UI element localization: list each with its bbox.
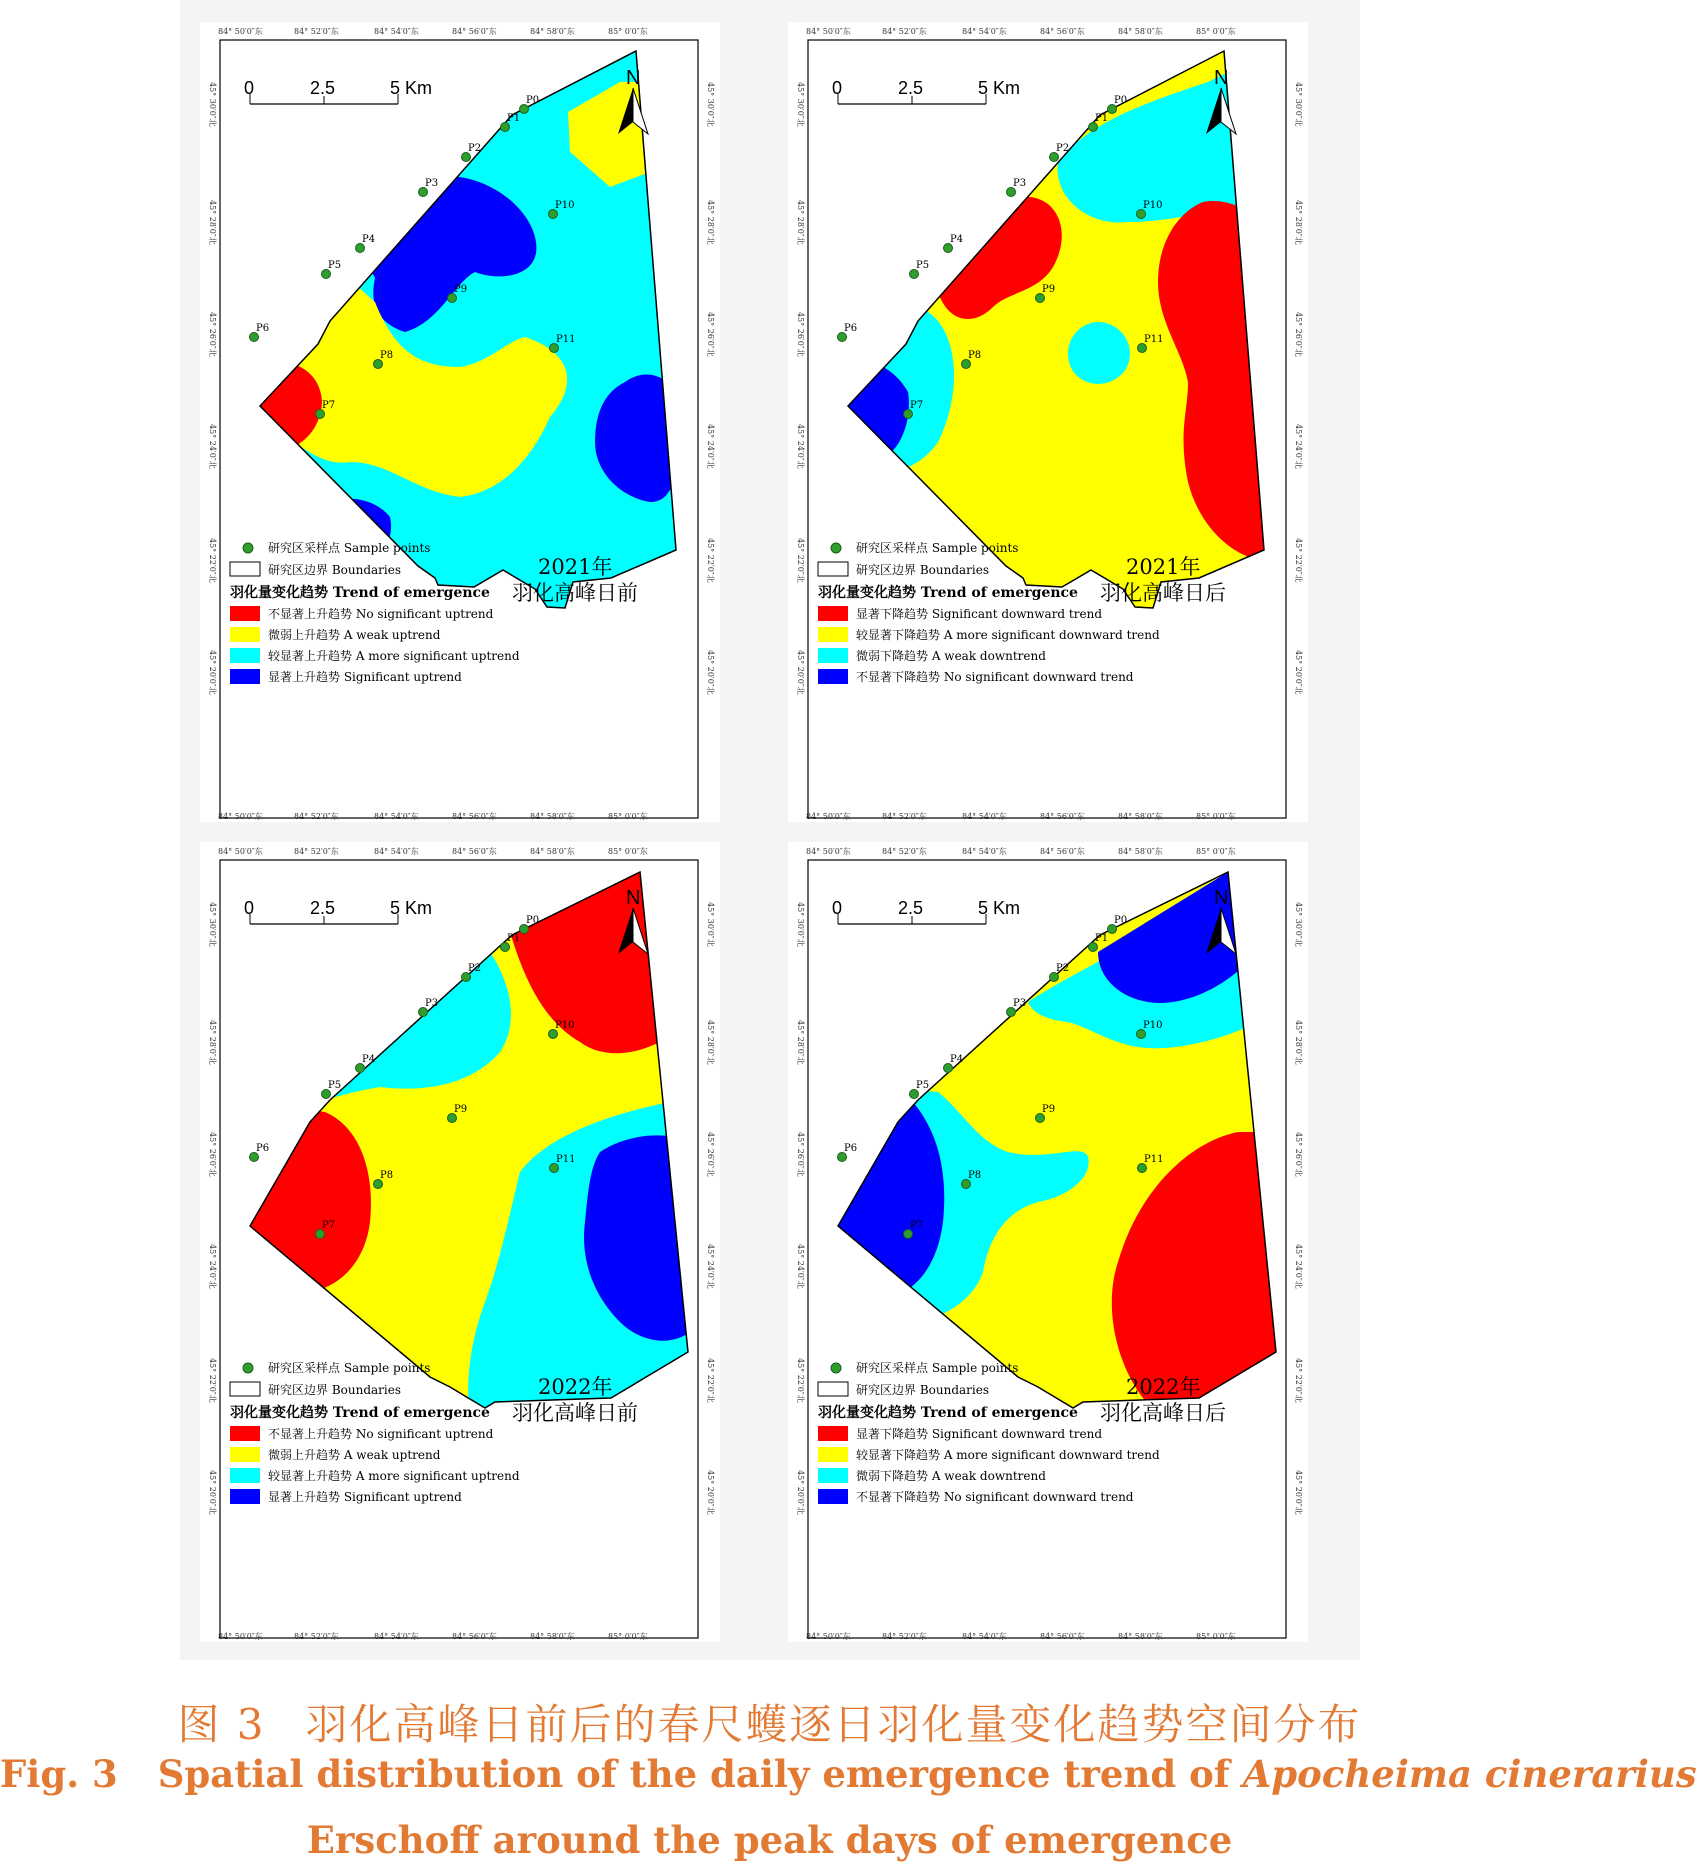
sample-point-label: P10 — [555, 200, 575, 211]
lon-tick-label: 84° 56′0″东 — [1040, 812, 1085, 821]
lat-tick-label: 45° 20′0″北 — [796, 650, 805, 695]
lon-tick-label: 84° 56′0″东 — [1040, 27, 1085, 36]
lat-tick-label: 45° 24′0″北 — [1294, 1244, 1303, 1289]
lon-tick-label: 84° 50′0″东 — [806, 812, 851, 821]
sample-point-label: P6 — [844, 1143, 858, 1154]
sample-point-label: P7 — [910, 1220, 924, 1231]
legend-boundary-label: 研究区边界 Boundaries — [856, 1383, 989, 1397]
sample-point-label: P2 — [468, 143, 482, 154]
legend-item-label: 微弱上升趋势 A weak uptrend — [268, 628, 441, 642]
sample-point-label: P7 — [322, 400, 336, 411]
lat-tick-label: 45° 24′0″北 — [208, 1244, 217, 1289]
sample-point-label: P0 — [1114, 95, 1128, 106]
lon-tick-label: 84° 58′0″东 — [530, 27, 575, 36]
sample-point-label: P8 — [380, 350, 394, 361]
lon-tick-label: 84° 54′0″东 — [374, 812, 419, 821]
lon-tick-label: 84° 56′0″东 — [452, 27, 497, 36]
sample-point-label: P8 — [380, 1170, 394, 1181]
legend-point-symbol — [243, 543, 253, 553]
panel-period: 羽化高峰日前 — [512, 581, 638, 605]
lat-tick-label: 45° 30′0″北 — [208, 902, 217, 947]
scale-label-mid: 2.5 — [898, 898, 924, 918]
lon-tick-label: 85° 0′0″东 — [1196, 1632, 1236, 1641]
lon-tick-label: 84° 54′0″东 — [962, 847, 1007, 856]
sample-point-label: P3 — [1013, 998, 1027, 1009]
lon-tick-label: 84° 54′0″东 — [962, 27, 1007, 36]
sample-point-label: P10 — [1143, 200, 1163, 211]
lat-tick-label: 45° 20′0″北 — [706, 1470, 715, 1515]
lon-tick-label: 85° 0′0″东 — [608, 812, 648, 821]
legend-item-label: 显著下降趋势 Significant downward trend — [856, 607, 1103, 621]
lon-tick-label: 84° 54′0″东 — [374, 1632, 419, 1641]
lon-tick-label: 84° 56′0″东 — [452, 812, 497, 821]
lat-tick-label: 45° 30′0″北 — [796, 82, 805, 127]
lat-tick-label: 45° 22′0″北 — [208, 1358, 217, 1403]
lon-tick-label: 85° 0′0″东 — [608, 27, 648, 36]
legend-swatch — [230, 1426, 260, 1441]
lon-tick-label: 84° 52′0″东 — [882, 1632, 927, 1641]
legend-swatch — [818, 1447, 848, 1462]
lat-tick-label: 45° 26′0″北 — [1294, 1132, 1303, 1177]
figure-caption-en-line1 — [0, 1752, 1697, 1796]
legend-boundary-symbol — [230, 562, 260, 576]
scale-label-mid: 2.5 — [898, 78, 924, 98]
lon-tick-label: 85° 0′0″东 — [608, 847, 648, 856]
lon-tick-label: 84° 58′0″东 — [1118, 1632, 1163, 1641]
panel-year: 2021年 — [538, 555, 613, 579]
lon-tick-label: 84° 56′0″东 — [452, 847, 497, 856]
lon-tick-label: 84° 58′0″东 — [530, 812, 575, 821]
sample-point-label: P5 — [328, 260, 342, 271]
legend-swatch — [230, 648, 260, 663]
sample-point-label: P2 — [468, 963, 482, 974]
map-panel-2021-before — [200, 22, 720, 822]
legend-points-label: 研究区采样点 Sample points — [268, 541, 431, 555]
lat-tick-label: 45° 28′0″北 — [706, 1020, 715, 1065]
north-label: N — [626, 887, 641, 909]
lon-tick-label: 84° 50′0″东 — [806, 847, 851, 856]
legend-item-label: 较显著上升趋势 A more significant uptrend — [268, 1469, 520, 1483]
sample-point-label: P10 — [1143, 1020, 1163, 1031]
panel-year: 2022年 — [538, 1375, 613, 1399]
legend-item-label: 较显著上升趋势 A more significant uptrend — [268, 649, 520, 663]
lon-tick-label: 84° 58′0″东 — [530, 847, 575, 856]
legend-swatch — [818, 648, 848, 663]
sample-point-label: P11 — [556, 334, 576, 345]
legend-item-label: 较显著下降趋势 A more significant downward trend — [856, 1448, 1160, 1462]
legend-item-label: 微弱下降趋势 A weak downtrend — [856, 649, 1046, 663]
figure-number-en: Fig. 3 — [0, 1752, 118, 1796]
legend-title: 羽化量变化趋势 Trend of emergence — [230, 1405, 490, 1421]
sample-point-label: P1 — [507, 113, 521, 124]
lat-tick-label: 45° 22′0″北 — [706, 1358, 715, 1403]
legend-item-label: 显著上升趋势 Significant uptrend — [268, 1490, 462, 1504]
legend-boundary-symbol — [230, 1382, 260, 1396]
sample-point-label: P11 — [556, 1154, 576, 1165]
lat-tick-label: 45° 22′0″北 — [706, 538, 715, 583]
legend-swatch — [230, 627, 260, 642]
lon-tick-label: 84° 58′0″东 — [1118, 812, 1163, 821]
lat-tick-label: 45° 22′0″北 — [1294, 1358, 1303, 1403]
caption-text-en: Spatial distribution of the daily emergence trend of — [157, 1752, 1230, 1796]
lon-tick-label: 84° 52′0″东 — [294, 812, 339, 821]
legend-swatch — [818, 669, 848, 684]
sample-point-label: P4 — [950, 234, 964, 245]
north-label: N — [1214, 887, 1229, 909]
sample-point-label: P0 — [1114, 915, 1128, 926]
legend-point-symbol — [243, 1363, 253, 1373]
sample-point-label: P1 — [1095, 933, 1109, 944]
map-svg — [200, 842, 720, 1642]
lat-tick-label: 45° 24′0″北 — [1294, 424, 1303, 469]
lat-tick-label: 45° 28′0″北 — [1294, 1020, 1303, 1065]
lat-tick-label: 45° 28′0″北 — [208, 200, 217, 245]
scale-label-end: 5 Km — [390, 78, 433, 98]
legend-swatch — [818, 1426, 848, 1441]
lon-tick-label: 84° 50′0″东 — [806, 27, 851, 36]
legend-swatch — [230, 606, 260, 621]
legend-boundary-label: 研究区边界 Boundaries — [268, 1383, 401, 1397]
lat-tick-label: 45° 26′0″北 — [208, 1132, 217, 1177]
panel-year: 2021年 — [1126, 555, 1201, 579]
sample-point-label: P4 — [362, 1054, 376, 1065]
lat-tick-label: 45° 24′0″北 — [706, 1244, 715, 1289]
scale-label-end: 5 Km — [390, 898, 433, 918]
sample-point-label: P9 — [454, 284, 468, 295]
lat-tick-label: 45° 20′0″北 — [1294, 650, 1303, 695]
map-panel-2022-before — [200, 842, 720, 1642]
lon-tick-label: 84° 52′0″东 — [294, 847, 339, 856]
lat-tick-label: 45° 24′0″北 — [706, 424, 715, 469]
lon-tick-label: 84° 50′0″东 — [218, 27, 263, 36]
lat-tick-label: 45° 20′0″北 — [208, 1470, 217, 1515]
legend-swatch — [230, 1468, 260, 1483]
sample-point-label: P10 — [555, 1020, 575, 1031]
lat-tick-label: 45° 28′0″北 — [706, 200, 715, 245]
scale-label-end: 5 Km — [978, 898, 1021, 918]
legend-item-label: 不显著下降趋势 No significant downward trend — [856, 670, 1134, 684]
legend-swatch — [818, 627, 848, 642]
sample-point-label: P9 — [1042, 284, 1056, 295]
lat-tick-label: 45° 30′0″北 — [796, 902, 805, 947]
scale-label-0: 0 — [244, 898, 255, 918]
lon-tick-label: 84° 52′0″东 — [294, 1632, 339, 1641]
scale-label-0: 0 — [832, 78, 843, 98]
legend-boundary-symbol — [818, 1382, 848, 1396]
panel-year: 2022年 — [1126, 1375, 1201, 1399]
figure-number-cn: 图 3 — [177, 1700, 266, 1749]
sample-point-label: P5 — [328, 1080, 342, 1091]
lon-tick-label: 84° 58′0″东 — [530, 1632, 575, 1641]
lon-tick-label: 84° 50′0″东 — [806, 1632, 851, 1641]
legend-swatch — [230, 669, 260, 684]
sample-point-label: P4 — [950, 1054, 964, 1065]
sample-point-label: P6 — [256, 323, 270, 334]
legend-boundary-label: 研究区边界 Boundaries — [856, 563, 989, 577]
lon-tick-label: 85° 0′0″东 — [1196, 847, 1236, 856]
sample-point-label: P7 — [322, 1220, 336, 1231]
lat-tick-label: 45° 22′0″北 — [796, 1358, 805, 1403]
north-label: N — [1214, 67, 1229, 89]
north-label: N — [626, 67, 641, 89]
lat-tick-label: 45° 20′0″北 — [208, 650, 217, 695]
lat-tick-label: 45° 24′0″北 — [796, 424, 805, 469]
lon-tick-label: 84° 50′0″东 — [218, 1632, 263, 1641]
map-svg — [788, 22, 1308, 822]
sample-point-label: P2 — [1056, 963, 1070, 974]
legend-points-label: 研究区采样点 Sample points — [268, 1361, 431, 1375]
sample-point-label: P9 — [1042, 1104, 1056, 1115]
lat-tick-label: 45° 20′0″北 — [706, 650, 715, 695]
panel-period: 羽化高峰日后 — [1100, 1401, 1226, 1425]
panel-period: 羽化高峰日后 — [1100, 581, 1226, 605]
sample-point-label: P5 — [916, 1080, 930, 1091]
lon-tick-label: 84° 50′0″东 — [218, 847, 263, 856]
panel-period: 羽化高峰日前 — [512, 1401, 638, 1425]
sample-point-label: P7 — [910, 400, 924, 411]
sample-point-label: P0 — [526, 95, 540, 106]
legend-item-label: 不显著上升趋势 No significant uptrend — [268, 607, 494, 621]
legend-boundary-symbol — [818, 562, 848, 576]
lat-tick-label: 45° 28′0″北 — [208, 1020, 217, 1065]
sample-point-label: P3 — [1013, 178, 1027, 189]
sample-point-label: P0 — [526, 915, 540, 926]
legend-item-label: 不显著下降趋势 No significant downward trend — [856, 1490, 1134, 1504]
legend-points-label: 研究区采样点 Sample points — [856, 1361, 1019, 1375]
lat-tick-label: 45° 22′0″北 — [796, 538, 805, 583]
legend-swatch — [230, 1447, 260, 1462]
lon-tick-label: 85° 0′0″东 — [1196, 27, 1236, 36]
lat-tick-label: 45° 26′0″北 — [796, 1132, 805, 1177]
lon-tick-label: 84° 56′0″东 — [452, 1632, 497, 1641]
map-svg — [788, 842, 1308, 1642]
lat-tick-label: 45° 30′0″北 — [208, 82, 217, 127]
legend-item-label: 显著上升趋势 Significant uptrend — [268, 670, 462, 684]
lat-tick-label: 45° 26′0″北 — [706, 312, 715, 357]
legend-title: 羽化量变化趋势 Trend of emergence — [818, 585, 1078, 601]
legend-item-label: 微弱下降趋势 A weak downtrend — [856, 1469, 1046, 1483]
legend-item-label: 不显著上升趋势 No significant uptrend — [268, 1427, 494, 1441]
legend-swatch — [818, 1489, 848, 1504]
legend-point-symbol — [831, 1363, 841, 1373]
lon-tick-label: 84° 54′0″东 — [962, 1632, 1007, 1641]
lat-tick-label: 45° 26′0″北 — [796, 312, 805, 357]
lon-tick-label: 84° 50′0″东 — [218, 812, 263, 821]
lon-tick-label: 84° 54′0″东 — [374, 27, 419, 36]
legend-swatch — [818, 1468, 848, 1483]
lon-tick-label: 84° 52′0″东 — [882, 812, 927, 821]
lat-tick-label: 45° 26′0″北 — [208, 312, 217, 357]
lon-tick-label: 84° 58′0″东 — [1118, 27, 1163, 36]
lon-tick-label: 85° 0′0″东 — [1196, 812, 1236, 821]
map-panel-2022-after — [788, 842, 1308, 1642]
lat-tick-label: 45° 20′0″北 — [1294, 1470, 1303, 1515]
lat-tick-label: 45° 24′0″北 — [208, 424, 217, 469]
lat-tick-label: 45° 22′0″北 — [1294, 538, 1303, 583]
scale-label-0: 0 — [832, 898, 843, 918]
sample-point-label: P11 — [1144, 334, 1164, 345]
legend-title: 羽化量变化趋势 Trend of emergence — [818, 1405, 1078, 1421]
legend-item-label: 微弱上升趋势 A weak uptrend — [268, 1448, 441, 1462]
sample-point-label: P6 — [256, 1143, 270, 1154]
map-panel-2021-after — [788, 22, 1308, 822]
sample-point-label: P3 — [425, 178, 439, 189]
legend-swatch — [230, 1489, 260, 1504]
figure-caption-en-line2: Erschoff around the peak days of emergence — [306, 1818, 1233, 1862]
lon-tick-label: 84° 52′0″东 — [294, 27, 339, 36]
sample-point-label: P6 — [844, 323, 858, 334]
lat-tick-label: 45° 30′0″北 — [1294, 902, 1303, 947]
lat-tick-label: 45° 28′0″北 — [796, 200, 805, 245]
lon-tick-label: 84° 56′0″东 — [1040, 847, 1085, 856]
legend-item-label: 显著下降趋势 Significant downward trend — [856, 1427, 1103, 1441]
lon-tick-label: 84° 52′0″东 — [882, 27, 927, 36]
sample-point-label: P11 — [1144, 1154, 1164, 1165]
sample-point-label: P1 — [507, 933, 521, 944]
lon-tick-label: 84° 56′0″东 — [1040, 1632, 1085, 1641]
map-svg — [200, 22, 720, 822]
scale-label-end: 5 Km — [978, 78, 1021, 98]
lat-tick-label: 45° 28′0″北 — [1294, 200, 1303, 245]
sample-point-label: P3 — [425, 998, 439, 1009]
lat-tick-label: 45° 24′0″北 — [796, 1244, 805, 1289]
lat-tick-label: 45° 30′0″北 — [706, 902, 715, 947]
legend-points-label: 研究区采样点 Sample points — [856, 541, 1019, 555]
sample-point-label: P8 — [968, 1170, 982, 1181]
scale-label-mid: 2.5 — [310, 898, 336, 918]
lat-tick-label: 45° 30′0″北 — [1294, 82, 1303, 127]
lat-tick-label: 45° 28′0″北 — [796, 1020, 805, 1065]
lon-tick-label: 85° 0′0″东 — [608, 1632, 648, 1641]
legend-swatch — [818, 606, 848, 621]
sample-point-label: P5 — [916, 260, 930, 271]
legend-boundary-label: 研究区边界 Boundaries — [268, 563, 401, 577]
figure-caption-cn — [0, 1692, 1539, 1752]
lat-tick-label: 45° 20′0″北 — [796, 1470, 805, 1515]
legend-title: 羽化量变化趋势 Trend of emergence — [230, 585, 490, 601]
species-name: Apocheima cinerarius — [1242, 1752, 1697, 1796]
caption-text-cn: 羽化高峰日前后的春尺蠖逐日羽化量变化趋势空间分布 — [305, 1700, 1362, 1749]
sample-point-label: P1 — [1095, 113, 1109, 124]
sample-point-label: P8 — [968, 350, 982, 361]
lon-tick-label: 84° 54′0″东 — [374, 847, 419, 856]
legend-item-label: 较显著下降趋势 A more significant downward trend — [856, 628, 1160, 642]
sample-point-label: P4 — [362, 234, 376, 245]
legend-point-symbol — [831, 543, 841, 553]
sample-point-label: P2 — [1056, 143, 1070, 154]
lat-tick-label: 45° 26′0″北 — [706, 1132, 715, 1177]
scale-label-0: 0 — [244, 78, 255, 98]
lon-tick-label: 84° 58′0″东 — [1118, 847, 1163, 856]
lat-tick-label: 45° 30′0″北 — [706, 82, 715, 127]
scale-label-mid: 2.5 — [310, 78, 336, 98]
lat-tick-label: 45° 26′0″北 — [1294, 312, 1303, 357]
sample-point-label: P9 — [454, 1104, 468, 1115]
lon-tick-label: 84° 52′0″东 — [882, 847, 927, 856]
lon-tick-label: 84° 54′0″东 — [962, 812, 1007, 821]
lat-tick-label: 45° 22′0″北 — [208, 538, 217, 583]
